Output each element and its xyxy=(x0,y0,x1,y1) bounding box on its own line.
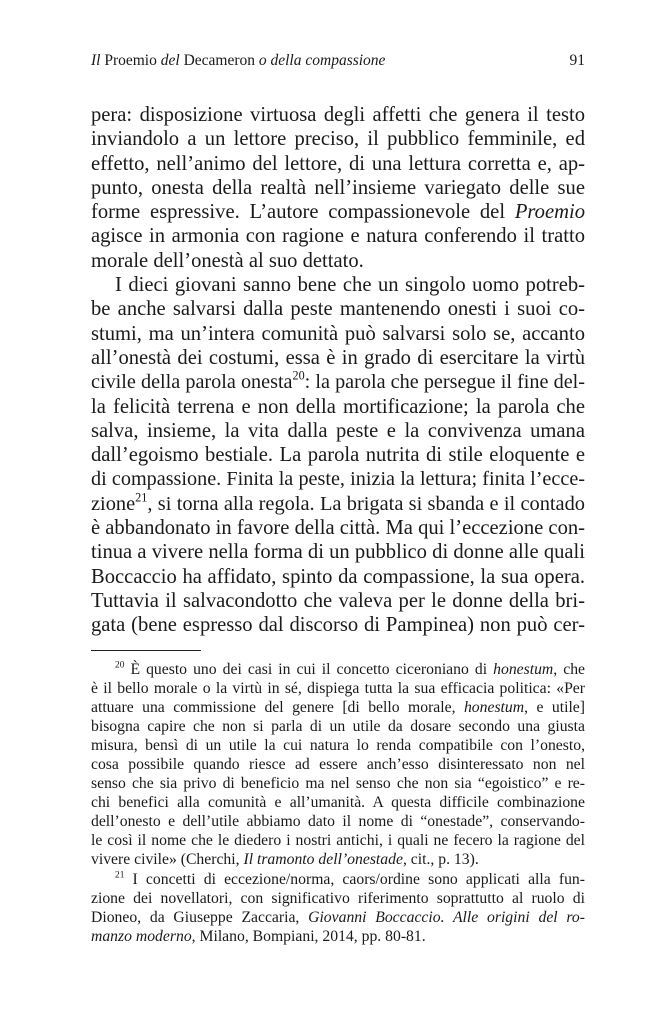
text-line: all’onestà dei costumi, essa è in grado di esercitare la virtù xyxy=(91,346,585,369)
footnote-divider xyxy=(91,650,201,651)
footnotes xyxy=(91,660,585,946)
main-text xyxy=(91,103,585,638)
title-decameron: Decameron xyxy=(179,52,259,69)
footnote-20-line: dell’onesto e dell’utile abbiamo dato il nome di “onestade”, conservando- xyxy=(91,813,585,831)
footnote-21-line: Dioneo, da Giuseppe Zaccaria, Giovanni Boccaccio. Alle origini del ro- xyxy=(91,908,585,926)
footnote-21-line: manzo moderno, Milano, Bompiani, 2014, pp. 80-81. xyxy=(91,927,426,945)
text-line: stumi, ma un’intera comunità può salvarsi solo se, accanto xyxy=(91,322,585,345)
footnote-20-line: è il bello morale o la virtù in sé, dispiega tutta la sua efficacia politica: «Per xyxy=(91,680,585,698)
footnote-ref-20[interactable]: 20 xyxy=(292,368,305,383)
text-line: inviandolo a un lettore preciso, il pubblico femminile, ed xyxy=(91,128,585,151)
footnote-21-line: zione dei novellatori, con significativo riferimento soprattutto al ruolo di xyxy=(91,889,585,907)
text-line: è abbandonato in favore della città. Ma qui l’eccezione con- xyxy=(91,517,586,540)
text-line: dall’egoismo bestiale. La parola nutrita di stile eloquente e xyxy=(91,444,585,467)
title-italic-il: Il xyxy=(91,52,101,69)
text-line: zione$^{21}$, si torna alla regola. La brigata si sbanda e il contado xyxy=(91,490,585,515)
text-line: la felicità terrena e non della mortificazione; la parola che xyxy=(91,395,585,418)
text-line: civile della parola onesta$^{20}$: la parola che persegue il fine del- xyxy=(91,368,585,394)
text-line: be anche salvarsi dalla peste mantenendo onesti i suoi co- xyxy=(91,298,585,321)
title-italic-compassione: o della compassione xyxy=(258,52,386,69)
footnote-20-line: attuare una commissione del genere [di bello morale, honestum, e utile] xyxy=(91,699,585,717)
footnote-20-line: misura, bensì di un utile la cui natura lo renda compatibile con l’onesto, xyxy=(91,737,585,755)
footnote-marker-20: 20 xyxy=(115,660,125,671)
footnote-20-line: vivere civile» (Cherchi, Il tramonto dell’onestade, cit., p. 13). xyxy=(91,851,479,869)
text-line: salva, insieme, la vita dalla peste e la convivenza umana xyxy=(91,419,585,442)
page-number: 91 xyxy=(569,52,585,69)
running-header xyxy=(91,52,585,72)
text-line: I dieci giovani sanno bene che un singolo uomo potreb- xyxy=(115,274,585,297)
footnote-ref-21[interactable]: 21 xyxy=(135,490,148,505)
text-line: effetto, nell’animo del lettore, di una lettura corretta e, ap- xyxy=(91,152,585,175)
text-line: Boccaccio ha affidato, spinto da compassione, la sua opera. xyxy=(91,565,585,588)
text-line: pera: disposizione virtuosa degli affetti che genera il testo xyxy=(91,104,585,126)
text-line: di compassione. Finita la peste, inizia la lettura; finita l’ecce- xyxy=(91,468,585,491)
text-line: forme espressive. L’autore compassionevole del Proemio xyxy=(91,201,585,224)
text-line: tinua a vivere nella forma di un pubblico di donne alle quali xyxy=(91,541,585,564)
text-line: morale dell’onestà al suo dettato. xyxy=(91,249,364,272)
footnote-20-line: $^{20}$ È questo uno dei casi in cui il concetto ciceroniano di honestum, che xyxy=(115,660,585,678)
title-italic-del: del xyxy=(160,52,180,69)
proemio-italic: Proemio xyxy=(514,201,585,224)
footnote-20-line: bisogna capire che non si parla di un utile da dosare secondo una giusta xyxy=(91,718,585,736)
title-proemio: Proemio xyxy=(100,52,161,69)
footnote-20-line: le così il nome che le diedero i nostri antichi, i quali ne fecero la ragione del xyxy=(91,832,585,850)
footnote-20-line: senso che sia privo di beneficio ma nel senso che non sia “egoistico” e re- xyxy=(91,775,585,793)
text-line: Tuttavia il salvacondotto che valeva per le donne della bri- xyxy=(91,589,585,612)
footnote-21-line: $^{21}$ I concetti di eccezione/norma, caors/ordine sono applicati alla fun- xyxy=(115,869,585,888)
running-title xyxy=(91,52,385,70)
text-line: gata (bene espresso dal discorso di Pampinea) non può cer- xyxy=(91,614,585,637)
footnote-20-line: chi benefici alla comunità e all’umanità. A questa difficile combinazione xyxy=(91,794,585,812)
text-line: agisce in armonia con ragione e natura conferendo il tratto xyxy=(91,225,585,248)
footnote-20-line: cosa possibile quando riesce ad essere anch’esso disinteressato non nel xyxy=(91,756,585,774)
footnote-marker-21: 21 xyxy=(115,869,125,880)
text-line: punto, onesta della realtà nell’insieme variegato delle sue xyxy=(91,176,585,199)
